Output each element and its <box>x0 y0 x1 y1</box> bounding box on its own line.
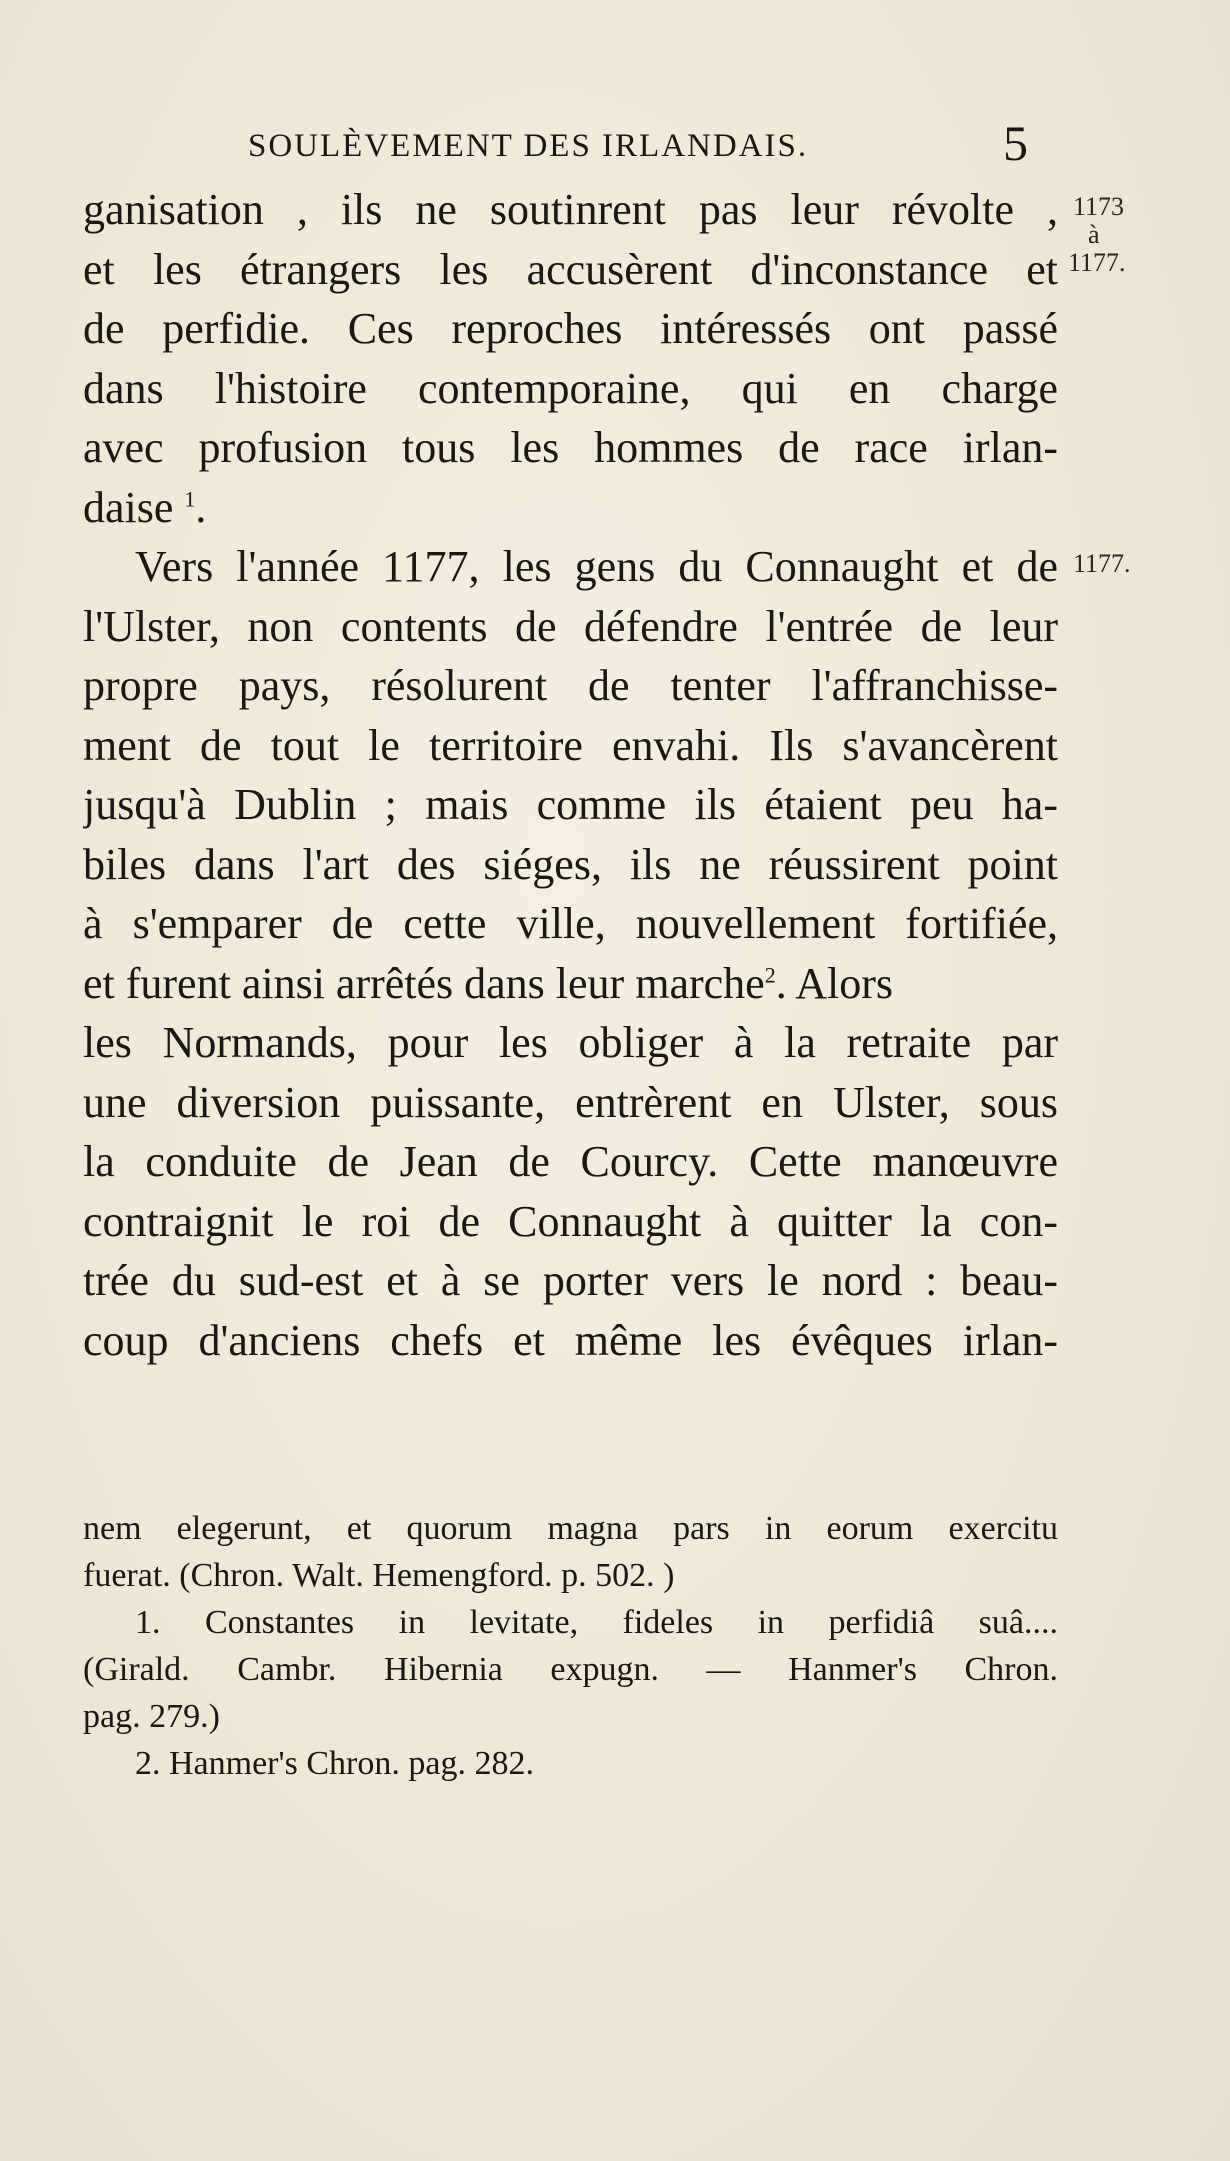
footnote-line: 2. Hanmer's Chron. pag. 282. <box>135 1745 534 1782</box>
text-line: ment de tout le territoire envahi. Ils s'avancèrent <box>83 720 1058 770</box>
text-line: ganisation , ils ne soutinrent pas leur révolte , <box>83 185 1058 234</box>
footnote-ref-2: 2 <box>764 961 776 987</box>
running-title: SOULÈVEMENT DES IRLANDAIS. <box>248 128 809 164</box>
text-line: et les étrangers les accusèrent d'inconstance et <box>83 244 1058 294</box>
margin-date-start: 1173 <box>1073 192 1125 221</box>
text-line-with-note <box>83 954 1058 1014</box>
text-line: jusqu'à Dublin ; mais comme ils étaient peu ha- <box>83 780 1058 829</box>
text-line: biles dans l'art des siéges, ils ne réussirent point <box>83 839 1058 889</box>
margin-date-single: 1177. <box>1073 549 1131 578</box>
text-line: propre pays, résolurent de tenter l'affranchisse- <box>83 661 1058 710</box>
margin-date-separator: à <box>1088 220 1100 249</box>
footnote-line: 1. Constantes in levitate, fideles in perfidiâ suâ.... <box>135 1604 1058 1641</box>
text-line: l'Ulster, non contents de défendre l'entrée de leur <box>83 601 1058 651</box>
footnote-line: nem elegerunt, et quorum magna pars in eorum exercitu <box>83 1510 1058 1547</box>
page-number: 5 <box>1003 115 1028 171</box>
text-line: avec profusion tous les hommes de race irlan- <box>83 423 1058 472</box>
text-line: les Normands, pour les obliger à la retraite par <box>83 1018 1058 1067</box>
footnote-ref-1: 1 <box>184 485 196 511</box>
text-line: une diversion puissante, entrèrent en Ulster, sous <box>83 1077 1058 1127</box>
text-line: contraignit le roi de Connaught à quitter la con- <box>83 1196 1058 1246</box>
text-line: trée du sud-est et à se porter vers le nord : beau- <box>83 1256 1058 1305</box>
text-line: Vers l'année 1177, les gens du Connaught et de <box>135 542 1058 591</box>
text-fragment: . <box>195 482 207 532</box>
text-fragment: . Alors <box>775 958 894 1008</box>
page-header <box>248 115 1028 178</box>
text-fragment: et furent ainsi arrêtés dans leur marche <box>83 958 765 1008</box>
text-fragment: daise <box>83 482 174 532</box>
text-line: la conduite de Jean de Courcy. Cette manœuvre <box>83 1137 1058 1186</box>
footnote-line: fuerat. (Chron. Walt. Hemengford. p. 502. ) <box>83 1557 675 1594</box>
footnotes <box>83 1505 1058 1787</box>
main-text <box>83 180 1058 1370</box>
text-line: dans l'histoire contemporaine, qui en charge <box>83 363 1058 413</box>
footnote-line: pag. 279.) <box>83 1698 220 1735</box>
text-line: de perfidie. Ces reproches intéressés ont passé <box>83 304 1058 353</box>
text-line: à s'emparer de cette ville, nouvellement fortifiée, <box>83 899 1058 948</box>
text-line-with-note <box>83 478 1058 538</box>
text-line: coup d'anciens chefs et même les évêques irlan- <box>83 1315 1058 1365</box>
margin-date-end: 1177. <box>1068 248 1126 277</box>
footnote-line: (Girald. Cambr. Hibernia expugn. — Hanmer's Chron. <box>83 1651 1058 1688</box>
